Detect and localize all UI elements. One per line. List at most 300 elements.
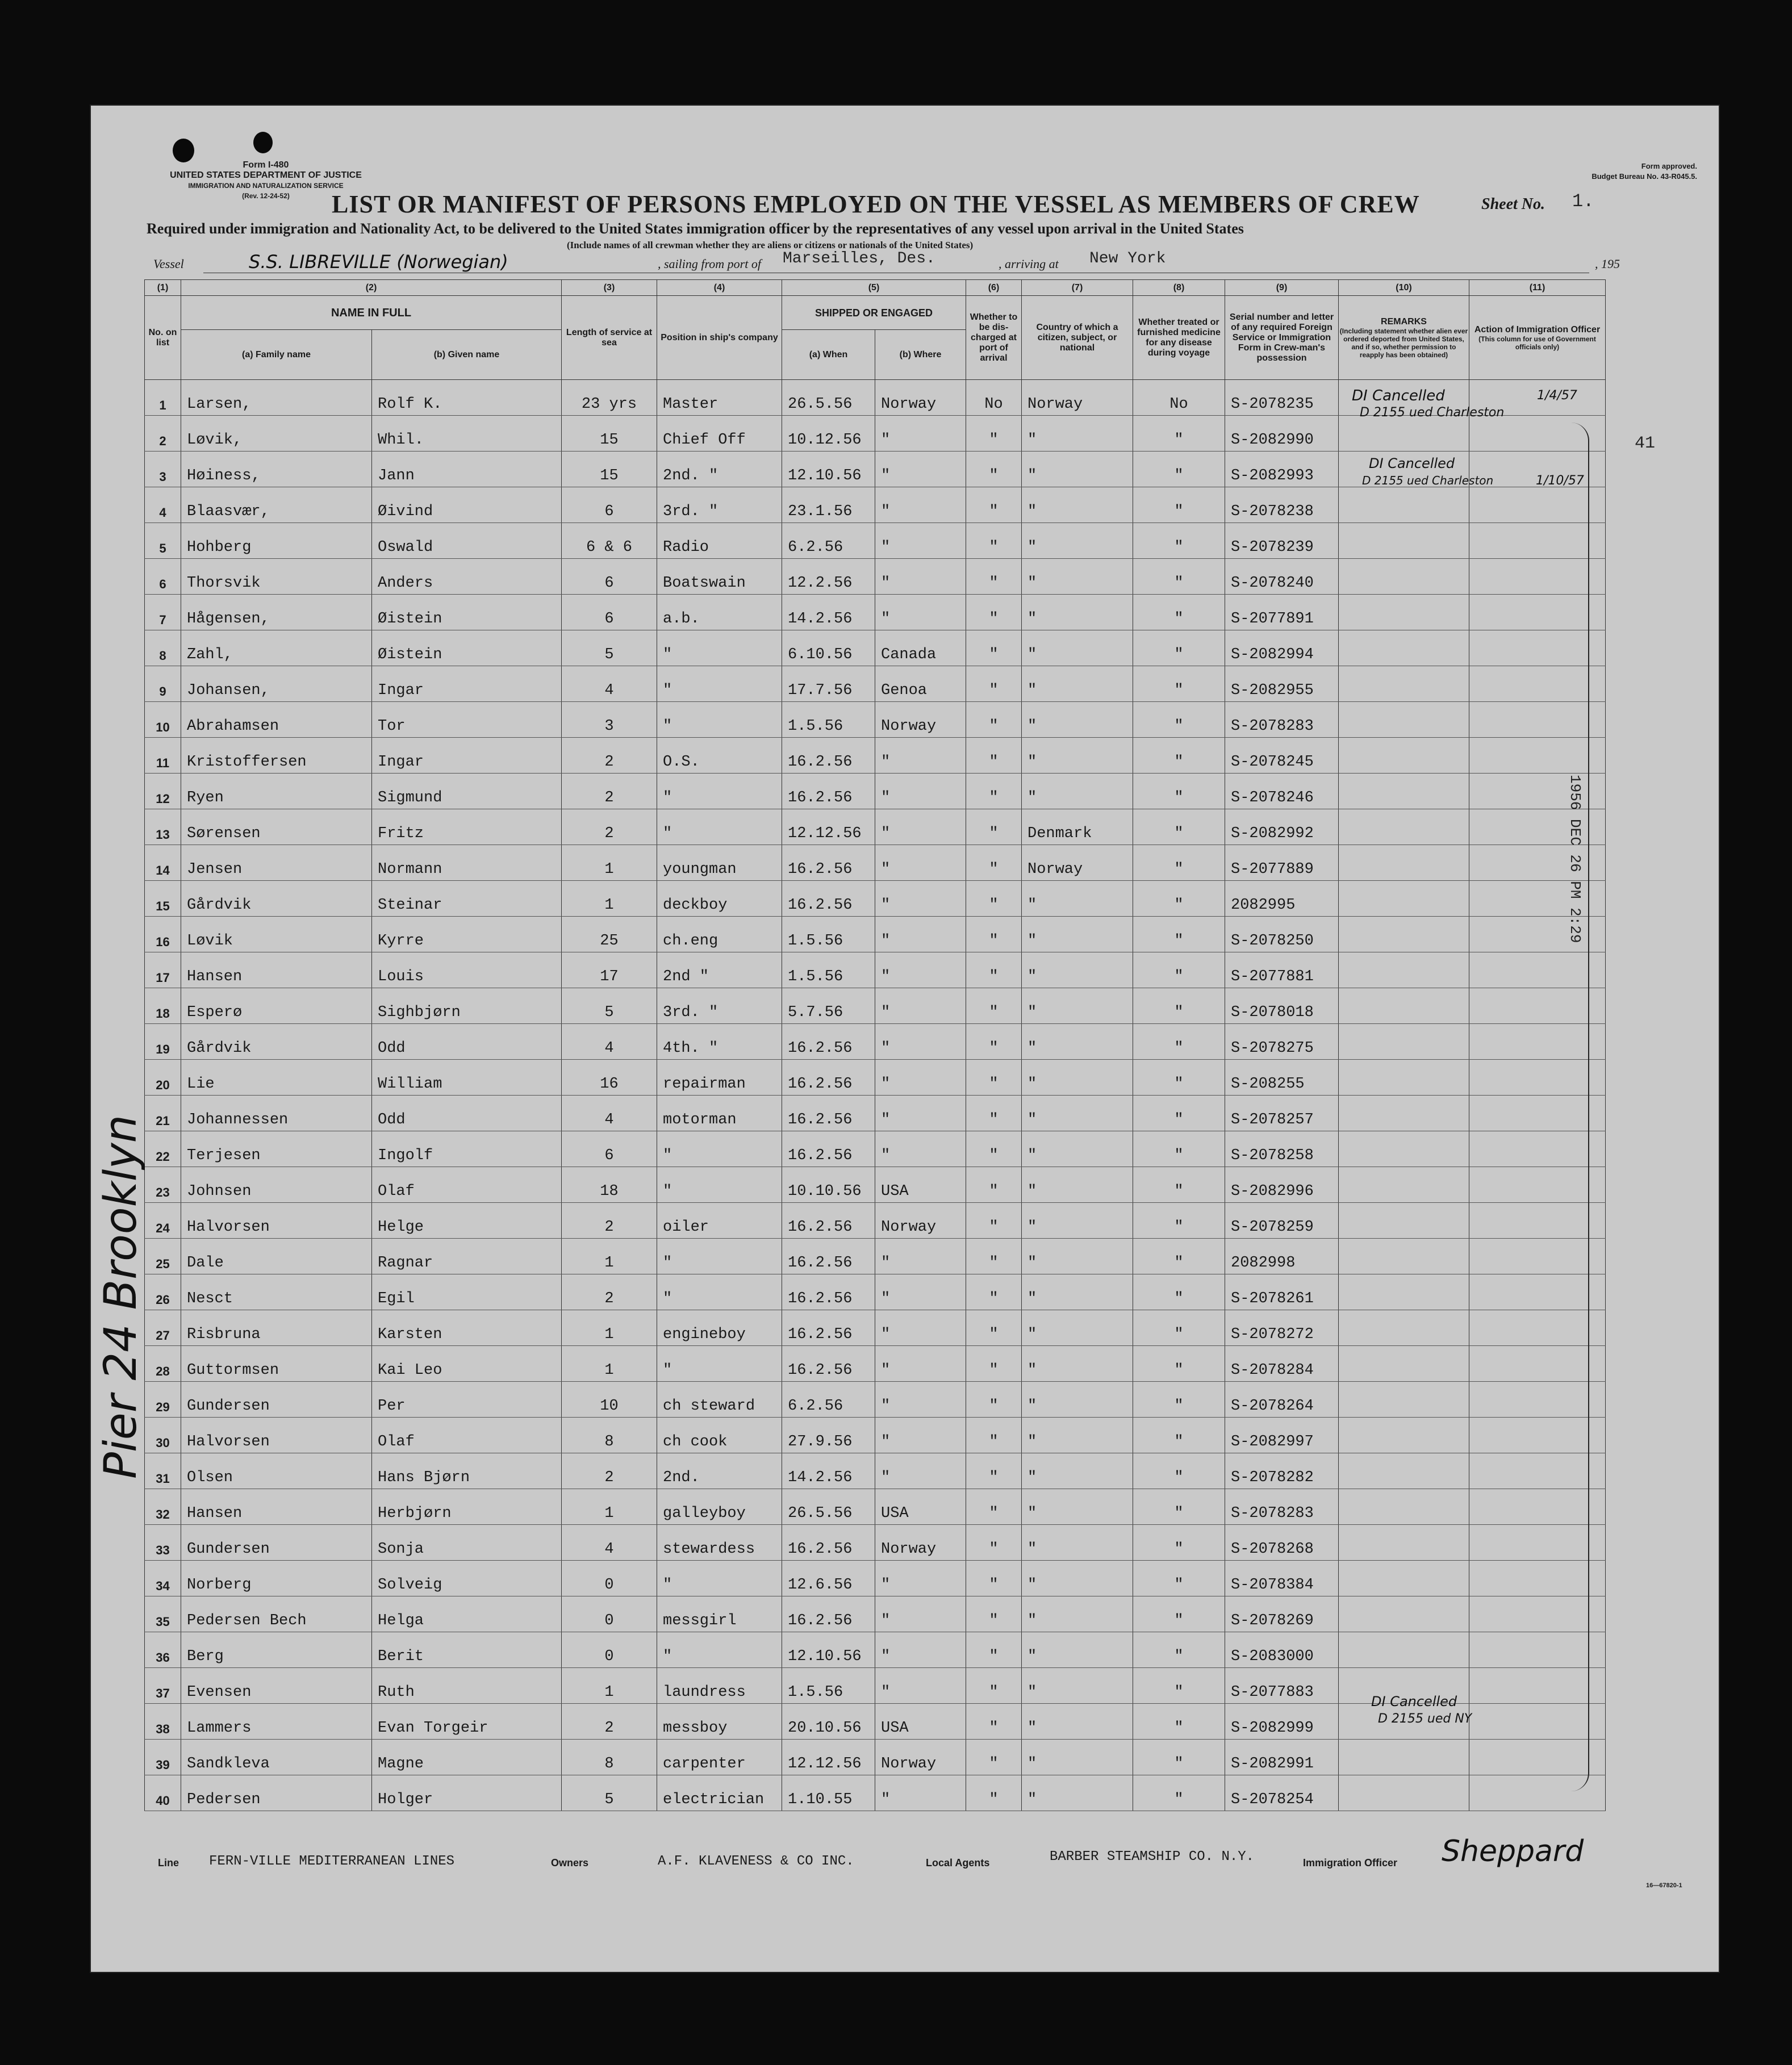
length-of-service: 17 — [562, 952, 657, 988]
shipped-when: 16.2.56 — [782, 1239, 875, 1274]
shipped-where: Norway — [875, 1525, 966, 1561]
country: " — [1022, 917, 1133, 952]
arriving-port: New York — [1089, 250, 1166, 267]
row-number: 18 — [145, 988, 181, 1024]
length-of-service: 2 — [562, 738, 657, 774]
length-of-service: 6 & 6 — [562, 523, 657, 559]
discharged: No — [966, 380, 1022, 416]
treated: " — [1133, 1632, 1225, 1668]
discharged: " — [966, 1704, 1022, 1740]
received-stamp: 1956 DEC 26 PM 2:29 — [1567, 775, 1584, 943]
discharged: " — [966, 1596, 1022, 1632]
row-number: 39 — [145, 1740, 181, 1775]
row-number: 2 — [145, 416, 181, 452]
family-name: Halvorsen — [181, 1203, 372, 1239]
country: " — [1022, 487, 1133, 523]
family-name: Johannessen — [181, 1096, 372, 1131]
serial-number: 2082998 — [1225, 1239, 1339, 1274]
given-name: Øistein — [372, 630, 562, 666]
position: electrician — [657, 1775, 782, 1811]
position: 3rd. " — [657, 988, 782, 1024]
family-name: Risbruna — [181, 1310, 372, 1346]
shipped-when: 16.2.56 — [782, 845, 875, 881]
remarks-cell — [1339, 1060, 1469, 1096]
row-number: 11 — [145, 738, 181, 774]
family-name: Pedersen — [181, 1775, 372, 1811]
crew-table — [144, 279, 1606, 1811]
position: " — [657, 1131, 782, 1167]
serial-number: S-2077883 — [1225, 1668, 1339, 1704]
length-of-service: 6 — [562, 1131, 657, 1167]
serial-number: S-2078018 — [1225, 988, 1339, 1024]
discharged: " — [966, 1775, 1022, 1811]
table-row — [145, 952, 1606, 988]
discharged: " — [966, 487, 1022, 523]
serial-number: S-2083000 — [1225, 1632, 1339, 1668]
serial-number: S-2078283 — [1225, 702, 1339, 738]
shipped-when: 12.10.56 — [782, 452, 875, 487]
row-number: 22 — [145, 1131, 181, 1167]
row-number: 34 — [145, 1561, 181, 1596]
discharged: " — [966, 702, 1022, 738]
header-position: Position in ship's company — [657, 296, 782, 380]
discharged: " — [966, 738, 1022, 774]
position: engineboy — [657, 1310, 782, 1346]
given-name: Øistein — [372, 595, 562, 630]
form-approved: Form approved. — [1641, 162, 1697, 170]
table-row — [145, 630, 1606, 666]
revision: (Rev. 12-24-52) — [242, 192, 290, 200]
discharged: " — [966, 988, 1022, 1024]
length-of-service: 4 — [562, 1096, 657, 1131]
treated: " — [1133, 809, 1225, 845]
remarks-cell — [1339, 881, 1469, 917]
table-row — [145, 1596, 1606, 1632]
row-number: 20 — [145, 1060, 181, 1096]
length-of-service: 6 — [562, 559, 657, 595]
given-name: Sighbjørn — [372, 988, 562, 1024]
family-name: Sørensen — [181, 809, 372, 845]
row-number: 13 — [145, 809, 181, 845]
shipped-when: 10.10.56 — [782, 1167, 875, 1203]
length-of-service: 3 — [562, 702, 657, 738]
length-of-service: 5 — [562, 988, 657, 1024]
header-name: NAME IN FULL — [181, 296, 562, 330]
shipped-where: Norway — [875, 1203, 966, 1239]
family-name: Gundersen — [181, 1382, 372, 1418]
family-name: Dale — [181, 1239, 372, 1274]
discharged: " — [966, 1131, 1022, 1167]
row-number: 21 — [145, 1096, 181, 1131]
treated: " — [1133, 702, 1225, 738]
country: " — [1022, 738, 1133, 774]
position: " — [657, 1274, 782, 1310]
shipped-where: " — [875, 738, 966, 774]
given-name: Kai Leo — [372, 1346, 562, 1382]
country: " — [1022, 1418, 1133, 1453]
row-number: 3 — [145, 452, 181, 487]
given-name: Oswald — [372, 523, 562, 559]
remarks-cell — [1339, 1453, 1469, 1489]
length-of-service: 4 — [562, 1525, 657, 1561]
remarks-cell — [1339, 774, 1469, 809]
country: " — [1022, 1060, 1133, 1096]
shipped-where: " — [875, 416, 966, 452]
row-number: 30 — [145, 1418, 181, 1453]
remarks-cell — [1339, 809, 1469, 845]
col-num-1: (1) — [145, 280, 181, 296]
country: " — [1022, 452, 1133, 487]
shipped-where: Canada — [875, 630, 966, 666]
shipped-where: " — [875, 1561, 966, 1596]
treated: " — [1133, 1775, 1225, 1811]
given-name: Ingar — [372, 666, 562, 702]
treated: " — [1133, 1596, 1225, 1632]
remarks-cell — [1339, 1024, 1469, 1060]
col-num-7: (7) — [1022, 280, 1133, 296]
remarks-cell — [1339, 666, 1469, 702]
shipped-where: " — [875, 1024, 966, 1060]
table-row — [145, 1561, 1606, 1596]
shipped-when: 16.2.56 — [782, 774, 875, 809]
table-row — [145, 1131, 1606, 1167]
length-of-service: 1 — [562, 1489, 657, 1525]
shipped-when: 16.2.56 — [782, 1525, 875, 1561]
manifest-sheet — [90, 104, 1720, 1973]
table-row — [145, 1274, 1606, 1310]
family-name: Zahl, — [181, 630, 372, 666]
country: " — [1022, 1310, 1133, 1346]
country: " — [1022, 1346, 1133, 1382]
family-name: Løvik — [181, 917, 372, 952]
family-name: Pedersen Bech — [181, 1596, 372, 1632]
shipped-where: " — [875, 809, 966, 845]
position: messgirl — [657, 1596, 782, 1632]
remarks-title: REMARKS — [1381, 316, 1427, 327]
country: " — [1022, 1203, 1133, 1239]
row-number: 5 — [145, 523, 181, 559]
shipped-where: " — [875, 487, 966, 523]
row-number: 33 — [145, 1525, 181, 1561]
family-name: Blaasvær, — [181, 487, 372, 523]
treated: " — [1133, 1203, 1225, 1239]
given-name: Herbjørn — [372, 1489, 562, 1525]
given-name: Ruth — [372, 1668, 562, 1704]
treated: " — [1133, 666, 1225, 702]
row-number: 37 — [145, 1668, 181, 1704]
given-name: Steinar — [372, 881, 562, 917]
length-of-service: 1 — [562, 845, 657, 881]
table-row — [145, 845, 1606, 881]
discharged: " — [966, 666, 1022, 702]
remarks-cell — [1339, 917, 1469, 952]
shipped-when: 14.2.56 — [782, 595, 875, 630]
department: UNITED STATES DEPARTMENT OF JUSTICE — [170, 170, 362, 180]
country: " — [1022, 1096, 1133, 1131]
position: oiler — [657, 1203, 782, 1239]
remarks-cell — [1339, 1096, 1469, 1131]
position: " — [657, 630, 782, 666]
remarks-cell — [1339, 1740, 1469, 1775]
treated: " — [1133, 988, 1225, 1024]
country: " — [1022, 988, 1133, 1024]
position: ch cook — [657, 1418, 782, 1453]
country: " — [1022, 1453, 1133, 1489]
length-of-service: 25 — [562, 917, 657, 952]
given-name: Per — [372, 1382, 562, 1418]
col-num-4: (4) — [657, 280, 782, 296]
col-num-2: (2) — [181, 280, 562, 296]
treated: " — [1133, 917, 1225, 952]
position: messboy — [657, 1704, 782, 1740]
length-of-service: 1 — [562, 881, 657, 917]
remarks-cell — [1339, 952, 1469, 988]
family-name: Hansen — [181, 952, 372, 988]
given-name: Ingolf — [372, 1131, 562, 1167]
page-title: LIST OR MANIFEST OF PERSONS EMPLOYED ON THE VESSEL AS MEMBERS OF CREW — [332, 190, 1420, 218]
shipped-where: " — [875, 774, 966, 809]
serial-number: S-2078284 — [1225, 1346, 1339, 1382]
family-name: Ryen — [181, 774, 372, 809]
header-given: (b) Given name — [372, 330, 562, 380]
treated: " — [1133, 738, 1225, 774]
treated: " — [1133, 487, 1225, 523]
discharged: " — [966, 1060, 1022, 1096]
family-name: Larsen, — [181, 380, 372, 416]
family-name: Esperø — [181, 988, 372, 1024]
treated: " — [1133, 1668, 1225, 1704]
header-remarks — [1339, 296, 1469, 380]
position: deckboy — [657, 881, 782, 917]
shipped-when: 16.2.56 — [782, 1346, 875, 1382]
family-name: Gårdvik — [181, 1024, 372, 1060]
country: " — [1022, 666, 1133, 702]
row-number: 40 — [145, 1775, 181, 1811]
remarks-row1-note: DI Cancelled — [1352, 387, 1445, 404]
serial-number: S-2078261 — [1225, 1274, 1339, 1310]
remarks-cell — [1339, 1239, 1469, 1274]
shipped-when: 6.10.56 — [782, 630, 875, 666]
officer-signature: Sheppard — [1442, 1834, 1584, 1868]
shipped-where: " — [875, 881, 966, 917]
family-name: Lammers — [181, 1704, 372, 1740]
shipped-where: " — [875, 1775, 966, 1811]
family-name: Olsen — [181, 1453, 372, 1489]
ink-blot — [253, 132, 273, 153]
col-num-6: (6) — [966, 280, 1022, 296]
remarks-cell — [1339, 1310, 1469, 1346]
given-name: Odd — [372, 1024, 562, 1060]
table-row — [145, 1167, 1606, 1203]
treated: " — [1133, 1346, 1225, 1382]
length-of-service: 23 yrs — [562, 380, 657, 416]
given-name: Holger — [372, 1775, 562, 1811]
position: a.b. — [657, 595, 782, 630]
remarks-cell — [1339, 1382, 1469, 1418]
remarks-cell — [1339, 1418, 1469, 1453]
action-note: (This column for use of Government officials only) — [1478, 335, 1596, 351]
family-name: Løvik, — [181, 416, 372, 452]
remarks-row1-note2: D 2155 ued Charleston — [1360, 406, 1505, 420]
length-of-service: 0 — [562, 1596, 657, 1632]
remarks-cell — [1339, 630, 1469, 666]
shipped-when: 23.1.56 — [782, 487, 875, 523]
row-number: 1 — [145, 380, 181, 416]
given-name: Sigmund — [372, 774, 562, 809]
pier-note: Pier 24 Brooklyn — [95, 1114, 147, 1479]
position: Boatswain — [657, 559, 782, 595]
discharged: " — [966, 1239, 1022, 1274]
row-number: 25 — [145, 1239, 181, 1274]
header-country: Country of which a citizen, subject, or national — [1022, 296, 1133, 380]
owners-label: Owners — [551, 1857, 589, 1868]
treated: " — [1133, 452, 1225, 487]
serial-number: S-2082993 — [1225, 452, 1339, 487]
shipped-where: USA — [875, 1489, 966, 1525]
remarks-cell — [1339, 416, 1469, 452]
row-number: 32 — [145, 1489, 181, 1525]
margin-number: 41 — [1635, 434, 1656, 453]
treated: " — [1133, 630, 1225, 666]
discharged: " — [966, 1740, 1022, 1775]
discharged: " — [966, 452, 1022, 487]
serial-number: S-2078282 — [1225, 1453, 1339, 1489]
position: " — [657, 774, 782, 809]
service: IMMIGRATION AND NATURALIZATION SERVICE — [188, 182, 344, 190]
shipped-when: 16.2.56 — [782, 1596, 875, 1632]
discharged: " — [966, 917, 1022, 952]
discharged: " — [966, 809, 1022, 845]
treated: " — [1133, 523, 1225, 559]
agents-label: Local Agents — [926, 1857, 990, 1868]
position: motorman — [657, 1096, 782, 1131]
discharged: " — [966, 774, 1022, 809]
shipped-where: " — [875, 1096, 966, 1131]
given-name: Olaf — [372, 1418, 562, 1453]
family-name: Høiness, — [181, 452, 372, 487]
position: stewardess — [657, 1525, 782, 1561]
agents-value: BARBER STEAMSHIP CO. N.Y. — [1050, 1849, 1255, 1865]
country: Norway — [1022, 845, 1133, 881]
shipped-when: 5.7.56 — [782, 988, 875, 1024]
family-name: Hansen — [181, 1489, 372, 1525]
table-row — [145, 1489, 1606, 1525]
length-of-service: 5 — [562, 630, 657, 666]
serial-number: S-2078275 — [1225, 1024, 1339, 1060]
country: " — [1022, 1740, 1133, 1775]
shipped-where: " — [875, 1310, 966, 1346]
country: " — [1022, 559, 1133, 595]
length-of-service: 4 — [562, 666, 657, 702]
position: 4th. " — [657, 1024, 782, 1060]
serial-number: S-2082991 — [1225, 1740, 1339, 1775]
remarks-cell — [1339, 1203, 1469, 1239]
shipped-when: 1.5.56 — [782, 952, 875, 988]
discharged: " — [966, 1489, 1022, 1525]
family-name: Johnsen — [181, 1167, 372, 1203]
row-number: 24 — [145, 1203, 181, 1239]
given-name: Sonja — [372, 1525, 562, 1561]
table-row — [145, 666, 1606, 702]
table-row — [145, 738, 1606, 774]
discharged: " — [966, 523, 1022, 559]
family-name: Thorsvik — [181, 559, 372, 595]
table-row — [145, 1453, 1606, 1489]
serial-number: S-2078384 — [1225, 1561, 1339, 1596]
header-action — [1469, 296, 1606, 380]
given-name: Helga — [372, 1596, 562, 1632]
position: Radio — [657, 523, 782, 559]
header-treated: Whether treated or furnished medicine for any disease during voyage — [1133, 296, 1225, 380]
row-number: 12 — [145, 774, 181, 809]
table-row — [145, 1382, 1606, 1418]
length-of-service: 8 — [562, 1418, 657, 1453]
length-of-service: 4 — [562, 1024, 657, 1060]
family-name: Nesct — [181, 1274, 372, 1310]
length-of-service: 10 — [562, 1382, 657, 1418]
shipped-when: 10.12.56 — [782, 416, 875, 452]
length-of-service: 15 — [562, 452, 657, 487]
length-of-service: 5 — [562, 1775, 657, 1811]
form-header-right — [1592, 161, 1697, 182]
country: " — [1022, 595, 1133, 630]
given-name: Kyrre — [372, 917, 562, 952]
treated: " — [1133, 1310, 1225, 1346]
shipped-when: 26.5.56 — [782, 380, 875, 416]
table-row — [145, 774, 1606, 809]
given-name: Tor — [372, 702, 562, 738]
header-where: (b) Where — [875, 330, 966, 380]
given-name: Solveig — [372, 1561, 562, 1596]
family-name: Norberg — [181, 1561, 372, 1596]
shipped-where: " — [875, 1346, 966, 1382]
given-name: Øivind — [372, 487, 562, 523]
family-name: Lie — [181, 1060, 372, 1096]
action-title: Action of Immigration Officer — [1474, 324, 1601, 335]
remarks-cell — [1339, 1596, 1469, 1632]
row-number: 27 — [145, 1310, 181, 1346]
table-row — [145, 559, 1606, 595]
country: " — [1022, 774, 1133, 809]
position: laundress — [657, 1668, 782, 1704]
length-of-service: 1 — [562, 1310, 657, 1346]
serial-number: S-2078272 — [1225, 1310, 1339, 1346]
length-of-service: 2 — [562, 1203, 657, 1239]
family-name: Abrahamsen — [181, 702, 372, 738]
table-row — [145, 1239, 1606, 1274]
given-name: Olaf — [372, 1167, 562, 1203]
remarks-cell — [1339, 1131, 1469, 1167]
given-name: Whil. — [372, 416, 562, 452]
shipped-where: " — [875, 1131, 966, 1167]
family-name: Guttormsen — [181, 1346, 372, 1382]
position: ch steward — [657, 1382, 782, 1418]
vessel-label: Vessel — [153, 257, 184, 271]
position: " — [657, 1632, 782, 1668]
country: Denmark — [1022, 809, 1133, 845]
position: ch.eng — [657, 917, 782, 952]
remarks-note: (Including statement whether alien ever ordered deported from United States, and if so, whether permission to reapply has been obtained) — [1339, 327, 1468, 359]
family-name: Hohberg — [181, 523, 372, 559]
table-row — [145, 595, 1606, 630]
port-of-sailing: Marseilles, Des. — [783, 250, 935, 267]
treated: " — [1133, 881, 1225, 917]
serial-number: S-2078254 — [1225, 1775, 1339, 1811]
country: " — [1022, 1596, 1133, 1632]
shipped-where: " — [875, 595, 966, 630]
shipped-when: 1.5.56 — [782, 917, 875, 952]
print-code: 16—67820-1 — [1646, 1882, 1682, 1889]
